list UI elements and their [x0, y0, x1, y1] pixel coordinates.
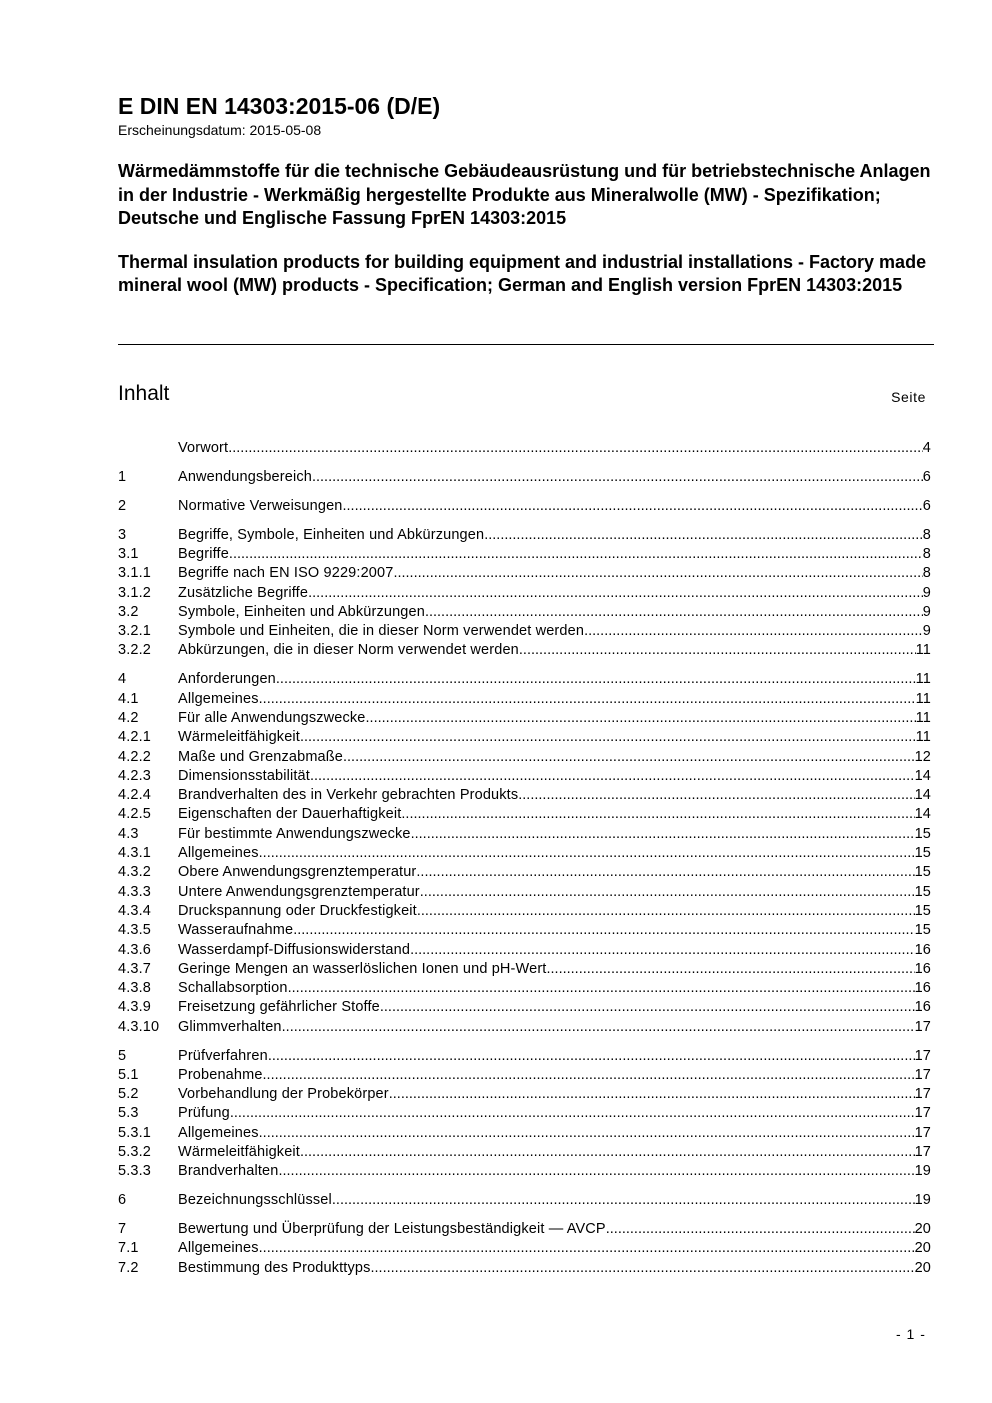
- toc-group: [118, 526, 931, 661]
- toc-entry-title: Normative Verweisungen: [178, 497, 343, 514]
- toc-entry-title: Allgemeines: [178, 1124, 259, 1141]
- toc-group: [118, 1191, 931, 1210]
- toc-entry[interactable]: [118, 1162, 931, 1181]
- toc-entry-page: 16: [914, 941, 931, 958]
- toc-entry-title: Geringe Mengen an wasserlöslichen Ionen und pH-Wert: [178, 960, 547, 977]
- toc-entry[interactable]: [118, 767, 931, 786]
- toc-entry[interactable]: [118, 960, 931, 979]
- toc-entry-page: 9: [922, 584, 931, 601]
- document-id: E DIN EN 14303:2015-06 (D/E): [118, 93, 441, 119]
- toc-entry-number: 3.2.2: [118, 642, 151, 659]
- toc-entry[interactable]: [118, 863, 931, 882]
- toc-entry-page: 19: [914, 1192, 931, 1209]
- document-page: [118, 92, 934, 1276]
- toc-entry-title: Wasserdampf-Diffusionswiderstand: [178, 941, 411, 958]
- header-divider: [118, 344, 934, 345]
- toc-entry-page: 11: [915, 709, 931, 726]
- toc-entry-number: 2: [118, 497, 127, 514]
- toc-dot-leader: [518, 786, 914, 805]
- toc-entry-page: 8: [922, 565, 931, 582]
- toc-entry-title: Obere Anwendungsgrenztemperatur: [178, 864, 417, 881]
- toc-dot-leader: [420, 883, 915, 902]
- page-number: - 1 -: [896, 1326, 926, 1342]
- toc-entry-page: 8: [922, 545, 931, 562]
- toc-entry[interactable]: [118, 748, 931, 767]
- toc-entry-page: 12: [914, 748, 931, 765]
- toc-entry-title: Freisetzung gefährlicher Stoffe: [178, 999, 380, 1016]
- toc-entry[interactable]: [118, 979, 931, 998]
- toc-entry-title: Wärmeleitfähigkeit: [178, 729, 300, 746]
- toc-group: [118, 439, 931, 458]
- toc-entry-number: 4.3.5: [118, 922, 151, 939]
- toc-dot-leader: [300, 1143, 915, 1162]
- toc-entry-number: 3: [118, 526, 127, 543]
- toc-group: [118, 468, 931, 487]
- toc-page-column-label: Seite: [891, 389, 926, 405]
- toc-entry-number: 3.1.1: [118, 565, 151, 582]
- table-of-contents: [118, 439, 931, 1288]
- toc-entry-number: 4.3.9: [118, 999, 151, 1016]
- toc-header: [118, 382, 926, 408]
- toc-entry-page: 20: [914, 1221, 931, 1238]
- toc-entry-title: Symbole und Einheiten, die in dieser Norm verwendet werden: [178, 623, 585, 640]
- toc-entry-title: Symbole, Einheiten und Abkürzungen: [178, 603, 425, 620]
- toc-entry-number: 4.3.2: [118, 864, 151, 881]
- toc-entry-number: 4.2.3: [118, 767, 151, 784]
- toc-dot-leader: [606, 1220, 915, 1239]
- toc-entry-page: 16: [914, 960, 931, 977]
- toc-entry[interactable]: [118, 526, 931, 545]
- toc-dot-leader: [332, 1191, 915, 1210]
- toc-entry-page: 20: [914, 1240, 931, 1257]
- toc-entry-page: 11: [915, 729, 931, 746]
- toc-group: [118, 1220, 931, 1278]
- toc-entry-number: 1: [118, 468, 127, 485]
- toc-dot-leader: [278, 1162, 914, 1181]
- toc-entry-number: 4.3: [118, 825, 139, 842]
- toc-entry-title: Prüfverfahren: [178, 1047, 268, 1064]
- toc-entry[interactable]: [118, 1191, 931, 1210]
- toc-entry-page: 15: [914, 864, 931, 881]
- toc-dot-leader: [229, 545, 923, 564]
- toc-group: [118, 1047, 931, 1182]
- toc-entry[interactable]: [118, 641, 931, 660]
- toc-entry-title: Brandverhalten des in Verkehr gebrachten Produkts: [178, 787, 519, 804]
- toc-dot-leader: [417, 902, 915, 921]
- toc-dot-leader: [300, 728, 916, 747]
- toc-entry-page: 11: [915, 642, 931, 659]
- toc-entry-page: 17: [914, 1144, 931, 1161]
- toc-entry-page: 14: [914, 767, 931, 784]
- toc-entry[interactable]: [118, 670, 931, 689]
- toc-entry-number: 5.3.2: [118, 1144, 151, 1161]
- toc-entry-number: 4.2.4: [118, 787, 151, 804]
- toc-heading: Inhalt: [118, 382, 170, 405]
- toc-entry-title: Begriffe: [178, 545, 229, 562]
- toc-entry-page: 14: [914, 806, 931, 823]
- toc-entry-page: 15: [914, 883, 931, 900]
- toc-entry-page: 17: [914, 1105, 931, 1122]
- toc-entry-number: 6: [118, 1192, 127, 1209]
- toc-entry-page: 16: [914, 999, 931, 1016]
- toc-entry-page: 9: [922, 603, 931, 620]
- toc-entry-title: Maße und Grenzabmaße: [178, 748, 343, 765]
- toc-entry-title: Allgemeines: [178, 690, 259, 707]
- toc-entry-number: 4.3.3: [118, 883, 151, 900]
- toc-dot-leader: [519, 641, 916, 660]
- toc-dot-leader: [228, 439, 923, 458]
- toc-entry[interactable]: [118, 1124, 931, 1143]
- toc-dot-leader: [293, 921, 914, 940]
- toc-dot-leader: [282, 1018, 915, 1037]
- toc-entry-number: 4.2.1: [118, 729, 151, 746]
- toc-entry-number: 5.3.3: [118, 1163, 151, 1180]
- toc-entry[interactable]: [118, 1143, 931, 1162]
- toc-entry[interactable]: [118, 1085, 931, 1104]
- toc-dot-leader: [401, 805, 914, 824]
- toc-entry-number: 4.3.8: [118, 980, 151, 997]
- toc-entry-title: Für bestimmte Anwendungszwecke: [178, 825, 411, 842]
- toc-entry[interactable]: [118, 825, 931, 844]
- toc-entry-page: 14: [914, 787, 931, 804]
- title-german: Wärmedämmstoffe für die technische Gebäudeausrüstung und für betriebstechnische Anlagen in der Industrie - Werkmäßig hergestellte Produkte aus Mineralwolle (MW) - Spezifikation; Deutsche und Englische Fassung FprEN 14303:2015: [118, 161, 931, 228]
- toc-entry-page: 17: [914, 1047, 931, 1064]
- toc-entry-number: 5.3: [118, 1105, 139, 1122]
- toc-entry-number: 7.2: [118, 1259, 139, 1276]
- toc-entry[interactable]: [118, 1018, 931, 1037]
- toc-entry-title: Zusätzliche Begriffe: [178, 584, 309, 601]
- toc-entry-title: Anwendungsbereich: [178, 468, 312, 485]
- toc-entry[interactable]: [118, 998, 931, 1017]
- toc-entry-number: 4.3.4: [118, 902, 151, 919]
- toc-entry-title: Probenahme: [178, 1066, 263, 1083]
- toc-entry-number: 4.1: [118, 690, 139, 707]
- toc-entry-title: Glimmverhalten: [178, 1018, 282, 1035]
- toc-dot-leader: [546, 960, 914, 979]
- toc-entry[interactable]: [118, 921, 931, 940]
- toc-entry-page: 17: [914, 1066, 931, 1083]
- toc-entry-title: Eigenschaften der Dauerhaftigkeit: [178, 806, 402, 823]
- toc-entry-page: 17: [914, 1018, 931, 1035]
- toc-entry-title: Für alle Anwendungszwecke: [178, 709, 366, 726]
- toc-entry[interactable]: [118, 468, 931, 487]
- toc-dot-leader: [310, 767, 915, 786]
- toc-entry[interactable]: [118, 1066, 931, 1085]
- toc-entry-number: 4.2.2: [118, 748, 151, 765]
- toc-entry-title: Abkürzungen, die in dieser Norm verwendet werden: [178, 642, 519, 659]
- toc-entry-title: Begriffe, Symbole, Einheiten und Abkürzungen: [178, 526, 485, 543]
- toc-entry-title: Schallabsorption: [178, 980, 288, 997]
- toc-dot-leader: [410, 941, 915, 960]
- toc-entry[interactable]: [118, 786, 931, 805]
- toc-entry-number: 4.3.6: [118, 941, 151, 958]
- toc-dot-leader: [366, 709, 916, 728]
- toc-dot-leader: [380, 998, 915, 1017]
- toc-entry-title: Wasseraufnahme: [178, 922, 294, 939]
- toc-dot-leader: [259, 844, 915, 863]
- toc-dot-leader: [343, 748, 915, 767]
- toc-entry[interactable]: [118, 622, 931, 641]
- toc-dot-leader: [230, 1104, 915, 1123]
- toc-entry-page: 11: [915, 671, 931, 688]
- toc-entry-number: 5.3.1: [118, 1124, 151, 1141]
- toc-entry[interactable]: [118, 941, 931, 960]
- toc-entry-page: 15: [914, 902, 931, 919]
- toc-entry-page: 15: [914, 825, 931, 842]
- toc-entry-page: 4: [922, 440, 931, 456]
- toc-entry[interactable]: [118, 1047, 931, 1066]
- toc-entry-page: 11: [915, 690, 931, 707]
- toc-entry[interactable]: [118, 728, 931, 747]
- toc-dot-leader: [416, 863, 914, 882]
- toc-entry-title: Druckspannung oder Druckfestigkeit: [178, 902, 417, 919]
- toc-dot-leader: [268, 1047, 915, 1066]
- toc-entry-number: 4.3.10: [118, 1018, 160, 1035]
- toc-entry-page: 15: [914, 845, 931, 862]
- toc-entry-title: Vorbehandlung der Probekörper: [178, 1086, 389, 1103]
- toc-entry[interactable]: [118, 883, 931, 902]
- toc-entry[interactable]: [118, 603, 931, 622]
- toc-entry-page: 15: [914, 922, 931, 939]
- toc-dot-leader: [484, 526, 923, 545]
- toc-dot-leader: [308, 584, 923, 603]
- toc-entry-page: 17: [914, 1086, 931, 1103]
- toc-entry[interactable]: [118, 690, 931, 709]
- toc-entry-number: 3.1.2: [118, 584, 151, 601]
- toc-dot-leader: [259, 1124, 915, 1143]
- toc-entry-title: Wärmeleitfähigkeit: [178, 1144, 300, 1161]
- toc-entry[interactable]: [118, 1239, 931, 1258]
- toc-entry-number: 3.2: [118, 603, 139, 620]
- toc-entry-number: 4.3.1: [118, 845, 151, 862]
- toc-entry[interactable]: [118, 805, 931, 824]
- title-english: Thermal insulation products for building equipment and industrial installations - Factory made mineral wool (MW) products - Specification; German and English version FprEN 14303:2015: [118, 251, 927, 295]
- toc-group: [118, 497, 931, 516]
- toc-entry[interactable]: [118, 1220, 931, 1239]
- toc-entry-page: 8: [922, 526, 931, 543]
- toc-entry[interactable]: [118, 1104, 931, 1123]
- toc-entry-number: 7.1: [118, 1240, 139, 1257]
- toc-entry-page: 16: [914, 980, 931, 997]
- toc-entry-title: Vorwort: [178, 440, 229, 456]
- toc-entry-title: Allgemeines: [178, 845, 259, 862]
- toc-dot-leader: [425, 603, 923, 622]
- toc-entry-number: 4.2.5: [118, 806, 151, 823]
- toc-entry-page: 6: [922, 468, 931, 485]
- toc-dot-leader: [259, 690, 916, 709]
- toc-entry-number: 4.2: [118, 709, 139, 726]
- toc-entry-title: Allgemeines: [178, 1240, 259, 1257]
- toc-entry-number: 4: [118, 671, 127, 688]
- toc-entry-page: 17: [914, 1124, 931, 1141]
- toc-dot-leader: [259, 1239, 915, 1258]
- toc-entry-title: Anforderungen: [178, 671, 276, 688]
- toc-group: [118, 670, 931, 1037]
- toc-dot-leader: [584, 622, 923, 641]
- toc-entry-number: 3.2.1: [118, 623, 151, 640]
- toc-entry[interactable]: [118, 1259, 931, 1278]
- toc-entry[interactable]: [118, 844, 931, 863]
- toc-entry-number: 4.3.7: [118, 960, 151, 977]
- toc-dot-leader: [263, 1066, 915, 1085]
- toc-entry[interactable]: [118, 439, 931, 458]
- toc-entry-title: Prüfung: [178, 1105, 230, 1122]
- toc-entry-number: 5.2: [118, 1086, 139, 1103]
- toc-entry-title: Begriffe nach EN ISO 9229:2007: [178, 565, 394, 582]
- toc-dot-leader: [389, 1085, 915, 1104]
- toc-entry-title: Bestimmung des Produkttyps: [178, 1259, 371, 1276]
- toc-dot-leader: [411, 825, 915, 844]
- toc-dot-leader: [371, 1259, 915, 1278]
- toc-entry-title: Brandverhalten: [178, 1163, 279, 1180]
- toc-entry[interactable]: [118, 564, 931, 583]
- toc-entry[interactable]: [118, 709, 931, 728]
- toc-entry-number: 5.1: [118, 1066, 139, 1083]
- toc-entry[interactable]: [118, 584, 931, 603]
- toc-entry-page: 6: [922, 497, 931, 514]
- toc-entry-title: Dimensionsstabilität: [178, 767, 310, 784]
- toc-dot-leader: [343, 497, 923, 516]
- toc-entry[interactable]: [118, 902, 931, 921]
- toc-entry-title: Untere Anwendungsgrenztemperatur: [178, 883, 420, 900]
- toc-entry-number: 7: [118, 1221, 127, 1238]
- toc-entry-number: 5: [118, 1047, 127, 1064]
- toc-dot-leader: [312, 468, 923, 487]
- publication-date: Erscheinungsdatum: 2015-05-08: [118, 122, 322, 138]
- toc-entry-page: 19: [914, 1163, 931, 1180]
- toc-entry-title: Bezeichnungsschlüssel: [178, 1192, 332, 1209]
- toc-dot-leader: [393, 564, 922, 583]
- toc-entry-number: 3.1: [118, 545, 139, 562]
- toc-entry-page: 9: [922, 623, 931, 640]
- toc-entry[interactable]: [118, 497, 931, 516]
- toc-dot-leader: [276, 670, 916, 689]
- toc-entry[interactable]: [118, 545, 931, 564]
- toc-dot-leader: [288, 979, 915, 998]
- toc-entry-page: 20: [914, 1259, 931, 1276]
- toc-entry-title: Bewertung und Überprüfung der Leistungsbeständigkeit — AVCP: [178, 1221, 606, 1238]
